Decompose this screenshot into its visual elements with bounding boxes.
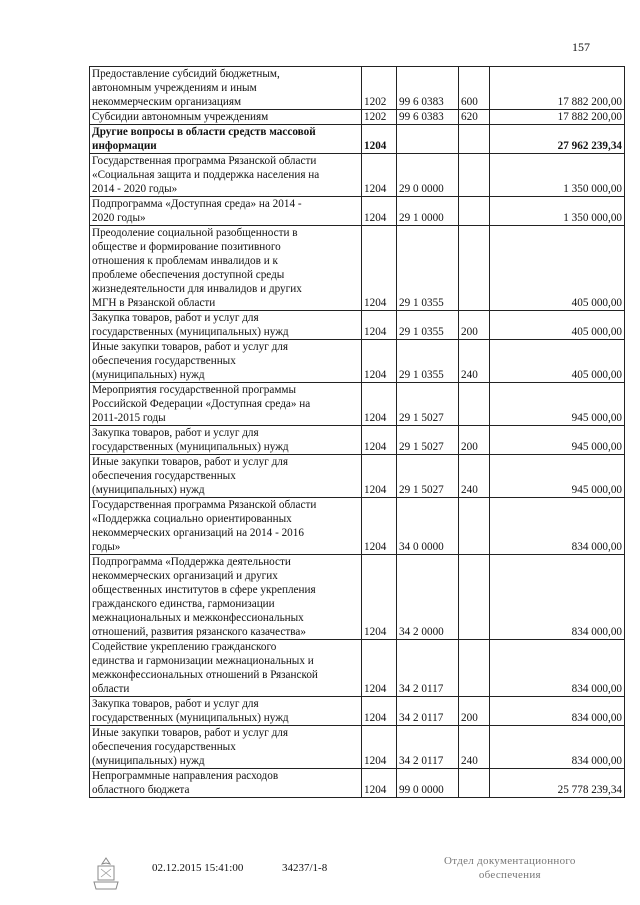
section-code-cell: 1204 (362, 726, 397, 769)
section-code-cell: 1204 (362, 383, 397, 426)
section-code-cell: 1204 (362, 197, 397, 226)
amount-cell: 945 000,00 (490, 426, 625, 455)
target-article-cell: 34 2 0117 (397, 697, 459, 726)
target-article-cell: 29 0 0000 (397, 154, 459, 197)
expense-type-cell: 240 (459, 726, 490, 769)
section-code-cell: 1204 (362, 555, 397, 640)
expense-type-cell (459, 769, 490, 798)
amount-cell: 834 000,00 (490, 697, 625, 726)
expense-name-cell: Содействие укреплению гражданского единства и гармонизации межнациональных и межконфессиональных отношений в Рязанской области (90, 640, 362, 697)
expense-type-cell: 240 (459, 455, 490, 498)
target-article-cell: 34 2 0117 (397, 726, 459, 769)
target-article-cell: 99 6 0383 (397, 110, 459, 125)
table-row (90, 555, 625, 640)
amount-cell: 1 350 000,00 (490, 197, 625, 226)
amount-cell: 27 962 239,34 (490, 125, 625, 154)
table-row (90, 197, 625, 226)
expense-name-cell: Иные закупки товаров, работ и услуг для обеспечения государственных (муниципальных) нужд (90, 340, 362, 383)
expense-type-cell: 600 (459, 67, 490, 110)
table-row (90, 340, 625, 383)
stamp-line-1: Отдел документационного (444, 855, 576, 867)
footer-doc-number: 34237/1-8 (282, 862, 328, 874)
amount-cell: 17 882 200,00 (490, 67, 625, 110)
target-article-cell: 29 1 0355 (397, 340, 459, 383)
expense-name-cell: Иные закупки товаров, работ и услуг для обеспечения государственных (муниципальных) нужд (90, 455, 362, 498)
section-code-cell: 1202 (362, 67, 397, 110)
section-code-cell: 1204 (362, 498, 397, 555)
section-code-cell: 1204 (362, 426, 397, 455)
target-article-cell: 29 1 0000 (397, 197, 459, 226)
section-code-cell: 1204 (362, 154, 397, 197)
table-row (90, 154, 625, 197)
table-row (90, 769, 625, 798)
amount-cell: 834 000,00 (490, 726, 625, 769)
amount-cell: 1 350 000,00 (490, 154, 625, 197)
section-code-cell: 1204 (362, 769, 397, 798)
expense-type-cell: 240 (459, 340, 490, 383)
expense-type-cell (459, 498, 490, 555)
amount-cell: 945 000,00 (490, 455, 625, 498)
target-article-cell: 34 0 0000 (397, 498, 459, 555)
table-row (90, 383, 625, 426)
target-article-cell: 34 2 0117 (397, 640, 459, 697)
amount-cell: 17 882 200,00 (490, 110, 625, 125)
expense-name-cell: Непрограммные направления расходов областного бюджета (90, 769, 362, 798)
expense-type-cell (459, 125, 490, 154)
table-row (90, 697, 625, 726)
amount-cell: 405 000,00 (490, 226, 625, 311)
expense-name-cell: Подпрограмма «Поддержка деятельности некоммерческих организаций и других общественных институтов в сфере укрепления гражданского единства, гармонизации межнациональных и межконфессиональных отношений, развития рязанского казачества» (90, 555, 362, 640)
expense-name-cell: Государственная программа Рязанской области «Поддержка социально ориентированных некоммерческих организаций на 2014 - 2016 годы» (90, 498, 362, 555)
stamp-line-2: обеспечения (478, 869, 541, 881)
section-code-cell: 1204 (362, 697, 397, 726)
table-row (90, 498, 625, 555)
expense-name-cell: Иные закупки товаров, работ и услуг для обеспечения государственных (муниципальных) нужд (90, 726, 362, 769)
expense-type-cell: 200 (459, 697, 490, 726)
table-row (90, 110, 625, 125)
department-stamp (444, 854, 576, 882)
expense-name-cell: Другие вопросы в области средств массовой информации (90, 125, 362, 154)
section-code-cell: 1202 (362, 110, 397, 125)
footer-datetime: 02.12.2015 15:41:00 (152, 862, 244, 874)
amount-cell: 834 000,00 (490, 555, 625, 640)
emblem-icon (86, 856, 126, 892)
expense-name-cell: Субсидии автономным учреждениям (90, 110, 362, 125)
section-code-cell: 1204 (362, 340, 397, 383)
table-row (90, 726, 625, 769)
amount-cell: 405 000,00 (490, 311, 625, 340)
expense-name-cell: Подпрограмма «Доступная среда» на 2014 - 2020 годы» (90, 197, 362, 226)
expense-name-cell: Мероприятия государственной программы Российской Федерации «Доступная среда» на 2011-2015 годы (90, 383, 362, 426)
target-article-cell: 99 6 0383 (397, 67, 459, 110)
table-row (90, 125, 625, 154)
section-code-cell: 1204 (362, 640, 397, 697)
expense-type-cell (459, 197, 490, 226)
expense-type-cell (459, 383, 490, 426)
expense-type-cell (459, 640, 490, 697)
section-code-cell: 1204 (362, 226, 397, 311)
amount-cell: 945 000,00 (490, 383, 625, 426)
target-article-cell: 29 1 0355 (397, 311, 459, 340)
section-code-cell: 1204 (362, 311, 397, 340)
expense-name-cell: Закупка товаров, работ и услуг для государственных (муниципальных) нужд (90, 426, 362, 455)
target-article-cell (397, 125, 459, 154)
table-row (90, 640, 625, 697)
expense-type-cell (459, 555, 490, 640)
expense-type-cell: 200 (459, 311, 490, 340)
expense-type-cell: 620 (459, 110, 490, 125)
target-article-cell: 29 1 5027 (397, 455, 459, 498)
expense-name-cell: Государственная программа Рязанской области «Социальная защита и поддержка населения на 2014 - 2020 годы» (90, 154, 362, 197)
section-code-cell: 1204 (362, 455, 397, 498)
target-article-cell: 29 1 5027 (397, 426, 459, 455)
table-row (90, 226, 625, 311)
target-article-cell: 29 1 5027 (397, 383, 459, 426)
expense-name-cell: Закупка товаров, работ и услуг для государственных (муниципальных) нужд (90, 311, 362, 340)
amount-cell: 405 000,00 (490, 340, 625, 383)
section-code-cell: 1204 (362, 125, 397, 154)
expense-type-cell (459, 226, 490, 311)
target-article-cell: 29 1 0355 (397, 226, 459, 311)
table-row (90, 426, 625, 455)
table-row (90, 455, 625, 498)
amount-cell: 834 000,00 (490, 498, 625, 555)
budget-table (89, 66, 625, 798)
amount-cell: 25 778 239,34 (490, 769, 625, 798)
expense-type-cell (459, 154, 490, 197)
amount-cell: 834 000,00 (490, 640, 625, 697)
expense-name-cell: Закупка товаров, работ и услуг для государственных (муниципальных) нужд (90, 697, 362, 726)
expense-name-cell: Предоставление субсидий бюджетным, автономным учреждениям и иным некоммерческим организациям (90, 67, 362, 110)
budget-table-body (90, 67, 625, 798)
expense-type-cell: 200 (459, 426, 490, 455)
expense-name-cell: Преодоление социальной разобщенности в обществе и формирование позитивного отношения к проблемам инвалидов и к проблеме обеспечения доступной среды жизнедеятельности для инвалидов и других МГН в Рязанской области (90, 226, 362, 311)
table-row (90, 67, 625, 110)
target-article-cell: 99 0 0000 (397, 769, 459, 798)
target-article-cell: 34 2 0000 (397, 555, 459, 640)
table-row (90, 311, 625, 340)
page-number: 157 (572, 40, 590, 54)
